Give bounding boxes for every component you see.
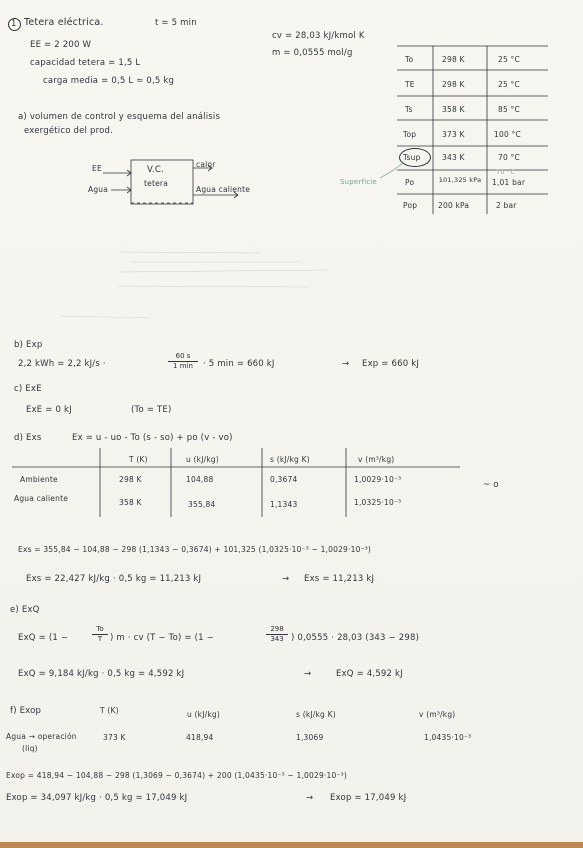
props-row-label: Po xyxy=(405,178,415,187)
state-table-cell: 298 K xyxy=(119,475,142,484)
part-e-line2: ExQ = 9,184 kJ/kg · 0,5 kg = 4,592 kJ xyxy=(18,669,185,679)
part-e-fraction2 xyxy=(266,625,288,644)
state-table-cell: 1,1343 xyxy=(270,500,298,509)
exs-line1: Exs = 355,84 − 104,88 − 298 (1,1343 − 0,3674) + 101,325 (1,0325·10⁻³ − 1,0029·10⁻³) xyxy=(18,545,372,554)
part-f-arrow: → xyxy=(306,793,314,803)
state-table-cell: Ambiente xyxy=(20,475,58,484)
state-table-header: v (m³/kg) xyxy=(358,455,395,464)
part-c-line: ExE = 0 kJ xyxy=(26,405,72,415)
props-row-celsius: 85 °C xyxy=(498,105,520,114)
props-row-label: Tsup xyxy=(403,153,421,162)
state-table-header: u (kJ/kg) xyxy=(186,455,219,464)
diagram-vc-label: V.C. xyxy=(147,165,164,175)
time-value: t = 5 min xyxy=(155,18,197,28)
part-f-header: v (m³/kg) xyxy=(419,710,456,719)
diagram-tetera-label: tetera xyxy=(144,179,168,188)
part-c-heading: c) ExE xyxy=(14,384,42,394)
part-e-frac2-num: 298 xyxy=(270,625,284,633)
diagram-agua-label: Agua xyxy=(88,185,109,194)
state-table-cell: 1,0325·10⁻³ xyxy=(354,498,402,507)
part-f-header: s (kJ/kg K) xyxy=(296,710,336,719)
exs-result: Exs = 11,213 kJ xyxy=(304,574,375,584)
part-b-result: Exp = 660 kJ xyxy=(362,359,420,369)
part-d-heading: d) Exs xyxy=(14,433,42,443)
diagram-ee-label: EE xyxy=(92,164,102,173)
part-f-result: Exop = 17,049 kJ xyxy=(330,793,407,803)
part-e-result: ExQ = 4,592 kJ xyxy=(336,669,403,679)
part-e-frac-den: T xyxy=(92,634,108,644)
state-table-header: s (kJ/kg K) xyxy=(270,455,310,464)
part-e-line1c: ) 0,0555 · 28,03 (343 − 298) xyxy=(291,633,420,643)
props-row-celsius: 25 °C xyxy=(498,55,520,64)
problem-number: 1 xyxy=(11,19,17,29)
problem-title: Tetera eléctrica. xyxy=(24,17,104,28)
diagram-calor-label: calor xyxy=(196,160,216,169)
state-table-approx: ~ o xyxy=(483,480,499,490)
part-f-heading: f) Exop xyxy=(10,706,42,716)
props-row-celsius: 70 °C xyxy=(498,153,520,162)
part-b-calc: 2,2 kWh = 2,2 kJ/s · xyxy=(18,359,106,369)
part-f-header: T (K) xyxy=(100,706,119,715)
part-f-cell: 1,0435·10⁻³ xyxy=(424,733,472,742)
part-e-heading: e) ExQ xyxy=(10,605,40,615)
state-table-header: T (K) xyxy=(129,455,148,464)
part-f-cell: 1,3069 xyxy=(296,733,324,742)
props-row-label: TE xyxy=(405,80,415,89)
superficie-label: Superficie xyxy=(340,178,378,186)
props-row-kelvin: 200 kPa xyxy=(438,201,470,210)
props-row-label: Ts xyxy=(405,105,413,114)
state-table-cell: 0,3674 xyxy=(270,475,298,484)
state-table-cell: 104,88 xyxy=(186,475,214,484)
page-bottom-edge xyxy=(0,842,583,848)
part-b-arrow: → xyxy=(342,359,350,369)
part-f-cell: 418,94 xyxy=(186,733,214,742)
props-row-kelvin: 298 K xyxy=(442,55,465,64)
part-b-calc2: · 5 min = 660 kJ xyxy=(203,359,275,369)
part-a-line2: exergético del prod. xyxy=(24,126,114,136)
part-f-row-sublabel: (liq) xyxy=(22,744,38,753)
part-e-line1a: ExQ = (1 − xyxy=(18,633,69,643)
part-b-heading: b) Exp xyxy=(14,340,43,350)
state-table-cell: 355,84 xyxy=(188,500,216,509)
props-row-celsius: 2 bar xyxy=(496,201,517,210)
state-table-cell: Agua caliente xyxy=(14,494,69,503)
part-d-formula: Ex = u - uo - To (s - so) + po (v - vo) xyxy=(72,433,233,443)
props-row-kelvin: 298 K xyxy=(442,80,465,89)
part-e-line1b: ) m · cv (T − To) = (1 − xyxy=(110,633,214,643)
cv-value: cv = 28,03 kJ/kmol K xyxy=(272,31,365,41)
props-row-label: Pop xyxy=(403,201,418,210)
tsup-small-note: 70 °C xyxy=(496,168,516,176)
part-e-fraction xyxy=(92,625,108,644)
part-e-frac2-den: 343 xyxy=(266,634,288,644)
props-row-kelvin: 373 K xyxy=(442,130,465,139)
part-f-header: u (kJ/kg) xyxy=(187,710,220,719)
part-f-cell: 373 K xyxy=(103,733,126,742)
props-row-celsius: 1,01 bar xyxy=(492,178,526,187)
part-e-arrow: → xyxy=(304,669,312,679)
props-row-kelvin: 101,325 kPa xyxy=(438,176,482,184)
props-row-celsius: 100 °C xyxy=(494,130,521,139)
props-row-label: To xyxy=(405,55,414,64)
part-f-line1: Exop = 418,94 − 104,88 − 298 (1,3069 − 0,3674) + 200 (1,0435·10⁻³ − 1,0029·10⁻³) xyxy=(6,771,347,780)
part-b-frac-num: 60 s xyxy=(175,352,191,360)
part-e-frac-num: To xyxy=(96,625,104,633)
props-row-kelvin: 358 K xyxy=(442,105,465,114)
part-c-note: (To = TE) xyxy=(131,405,172,415)
diagram-agua-caliente-label: Agua caliente xyxy=(196,185,251,194)
exs-arrow: → xyxy=(282,574,290,584)
load-value: carga media = 0,5 L ≃ 0,5 kg xyxy=(43,76,175,86)
part-a-line1: a) volumen de control y esquema del análisis xyxy=(18,112,221,122)
ee-value: EE = 2 200 W xyxy=(30,40,92,50)
capacity-value: capacidad tetera = 1,5 L xyxy=(30,58,141,68)
part-f-line2: Exop = 34,097 kJ/kg · 0,5 kg = 17,049 kJ xyxy=(6,793,188,803)
state-table-cell: 358 K xyxy=(119,498,142,507)
props-row-label: Top xyxy=(403,130,417,139)
exs-line2: Exs = 22,427 kJ/kg · 0,5 kg = 11,213 kJ xyxy=(26,574,202,584)
props-row-celsius: 25 °C xyxy=(498,80,520,89)
part-f-row-label: Agua → operación xyxy=(6,732,77,741)
state-table-cell: 1,0029·10⁻³ xyxy=(354,475,402,484)
props-row-kelvin: 343 K xyxy=(442,153,465,162)
mass-value: m = 0,0555 mol/g xyxy=(272,48,353,58)
part-b-frac-den: 1 min xyxy=(168,361,198,371)
